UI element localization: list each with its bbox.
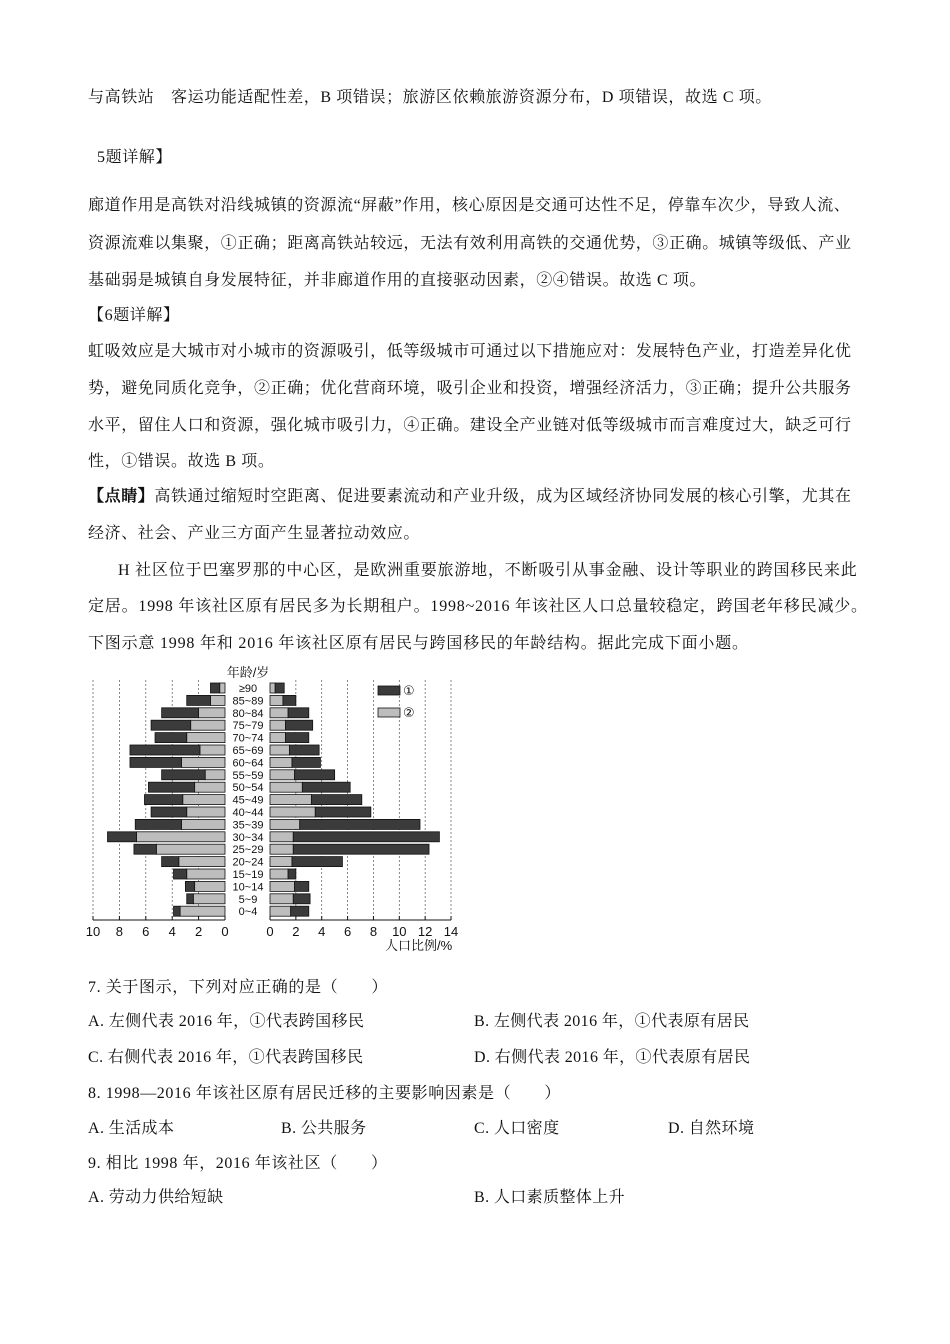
tick-label-left-6: 6 xyxy=(142,924,150,939)
q7-option-d: D. 右侧代表 2016 年，①代表原有居民 xyxy=(474,1049,751,1066)
bar-left-series2-50-54 xyxy=(195,782,225,792)
age-label-90: ≥90 xyxy=(238,683,258,695)
bar-right-series2-90 xyxy=(270,683,275,693)
age-label-60-64: 60~64 xyxy=(232,757,264,770)
age-label-80-84: 80~84 xyxy=(232,707,264,720)
bar-left-series1-85-89 xyxy=(187,695,211,705)
tick-label-left-8: 8 xyxy=(115,924,124,939)
bar-right-series1-20-24 xyxy=(292,857,342,867)
age-label-65-69: 65~69 xyxy=(232,745,264,757)
tick-label-right-2: 2 xyxy=(292,924,300,939)
bar-right-series2-55-59 xyxy=(270,770,295,780)
bar-left-series1-90 xyxy=(210,683,219,693)
tick-label-left-2: 2 xyxy=(194,924,203,939)
bar-right-series1-55-59 xyxy=(295,770,335,780)
bar-right-series1-65-69 xyxy=(289,745,319,755)
bar-left-series1-15-19 xyxy=(174,869,187,879)
q7-option-a: A. 左侧代表 2016 年，①代表跨国移民 xyxy=(88,1013,365,1030)
bar-right-series1-35-39 xyxy=(300,819,420,829)
q7-option-c: C. 右侧代表 2016 年，①代表跨国移民 xyxy=(88,1049,364,1066)
bar-right-series1-5-9 xyxy=(293,894,310,904)
bar-right-series2-85-89 xyxy=(270,695,283,705)
q8-stem: 8. 1998—2016 年该社区原有居民迁移的主要影响因素是（ ） xyxy=(88,1085,562,1102)
legend-swatch-series2 xyxy=(378,708,400,717)
bar-left-series2-55-59 xyxy=(205,770,225,780)
bar-left-series1-55-59 xyxy=(162,770,206,780)
age-label-0-4: 0~4 xyxy=(238,906,258,919)
age-label-35-39: 35~39 xyxy=(232,819,264,832)
bar-right-series1-70-74 xyxy=(286,733,309,743)
bar-left-series1-50-54 xyxy=(148,782,194,792)
q5-line-2: 资源流难以集聚，①正确；距离高铁站较远，无法有效利用高铁的交通优势，③正确。城镇等级低、产业 xyxy=(88,235,852,252)
tick-label-right-8: 8 xyxy=(369,924,378,939)
tip-label: 【点睛】 xyxy=(88,488,155,505)
bar-left-series2-70-74 xyxy=(187,733,225,743)
bar-right-series1-75-79 xyxy=(286,720,313,730)
bar-left-series2-25-29 xyxy=(156,844,225,854)
age-label-25-29: 25~29 xyxy=(232,844,264,857)
x-axis-title: 人口比例/% xyxy=(385,938,453,953)
population-pyramid-chart xyxy=(85,660,465,955)
bar-right-series1-85-89 xyxy=(283,695,296,705)
y-axis-title: 年龄/岁 xyxy=(226,665,270,680)
bar-right-series2-35-39 xyxy=(270,819,300,829)
bar-left-series2-5-9 xyxy=(193,894,225,904)
bar-left-series1-10-14 xyxy=(185,881,194,891)
tip-text: 高铁通过缩短时空距离、促进要素流动和产业升级，成为区域经济协同发展的核心引擎，尤其在 xyxy=(154,488,852,505)
bar-left-series1-45-49 xyxy=(144,795,182,805)
bar-right-series2-10-14 xyxy=(270,881,295,891)
age-label-15-19: 15~19 xyxy=(232,869,264,881)
bar-left-series1-40-44 xyxy=(151,807,187,817)
legend-swatch-series1 xyxy=(378,686,400,695)
bar-left-series2-75-79 xyxy=(191,720,225,730)
q8-option-c: C. 人口密度 xyxy=(474,1120,560,1137)
age-label-20-24: 20~24 xyxy=(232,856,264,869)
tick-label-right-14: 14 xyxy=(443,924,459,939)
q8-option-d: D. 自然环境 xyxy=(668,1120,755,1137)
tick-label-right-6: 6 xyxy=(343,924,352,939)
intro-line-3: 下图示意 1998 年和 2016 年该社区原有居民与跨国移民的年龄结构。据此完成下面小题。 xyxy=(88,635,749,652)
legend-label-series2: ② xyxy=(403,705,415,720)
bar-right-series1-0-4 xyxy=(291,906,309,916)
bar-left-series2-40-44 xyxy=(187,807,225,817)
intro-line-1: H 社区位于巴塞罗那的中心区，是欧洲重要旅游地，不断吸引从事金融、设计等职业的跨国移民来此 xyxy=(118,562,858,579)
bar-right-series2-30-34 xyxy=(270,832,293,842)
bar-right-series1-90 xyxy=(275,683,284,693)
q7-option-b: B. 左侧代表 2016 年，①代表原有居民 xyxy=(474,1013,750,1030)
bar-right-series2-65-69 xyxy=(270,745,289,755)
legend-label-series1: ① xyxy=(403,683,415,698)
age-label-30-34: 30~34 xyxy=(232,831,264,844)
bar-left-series2-30-34 xyxy=(137,832,225,842)
age-label-10-14: 10~14 xyxy=(232,881,264,894)
bar-right-series1-45-49 xyxy=(311,795,361,805)
tip-line-2: 经济、社会、产业三方面产生显著拉动效应。 xyxy=(88,525,421,542)
bar-left-series1-20-24 xyxy=(162,857,179,867)
bar-right-series2-45-49 xyxy=(270,795,311,805)
bar-left-series2-45-49 xyxy=(183,795,225,805)
bar-right-series2-0-4 xyxy=(270,906,291,916)
bar-left-series2-80-84 xyxy=(199,708,225,718)
age-label-55-59: 55~59 xyxy=(232,769,264,782)
q5-heading: 5题详解】 xyxy=(97,149,173,166)
q6-heading: 【6题详解】 xyxy=(88,307,180,324)
q9-option-b: B. 人口素质整体上升 xyxy=(474,1189,626,1206)
tick-label-left-4: 4 xyxy=(168,924,176,939)
bar-right-series1-30-34 xyxy=(293,832,439,842)
bar-left-series2-90 xyxy=(220,683,225,693)
q6-line-1: 虹吸效应是大城市对小城市的资源吸引，低等级城市可通过以下措施应对：发展特色产业，打造差异化优 xyxy=(88,343,852,360)
bar-right-series1-50-54 xyxy=(302,782,350,792)
tick-label-left-10: 10 xyxy=(85,924,101,939)
bar-right-series1-40-44 xyxy=(315,807,371,817)
tick-label-right-10: 10 xyxy=(392,924,407,939)
bar-left-series1-80-84 xyxy=(162,708,199,718)
bar-left-series1-25-29 xyxy=(134,844,156,854)
bar-right-series2-20-24 xyxy=(270,857,292,867)
q9-option-a: A. 劳动力供给短缺 xyxy=(88,1189,224,1206)
age-label-40-44: 40~44 xyxy=(232,807,264,819)
bar-right-series2-25-29 xyxy=(270,844,293,854)
bar-right-series2-5-9 xyxy=(270,894,293,904)
bar-right-series2-80-84 xyxy=(270,708,288,718)
bar-right-series1-25-29 xyxy=(293,844,429,854)
tick-label-right-0: 0 xyxy=(266,924,274,939)
age-label-5-9: 5~9 xyxy=(238,893,258,906)
tick-label-right-4: 4 xyxy=(318,924,326,939)
bar-left-series2-60-64 xyxy=(181,757,225,767)
bar-right-series2-75-79 xyxy=(270,720,286,730)
bar-right-series2-50-54 xyxy=(270,782,302,792)
bar-left-series2-15-19 xyxy=(187,869,225,879)
q5-line-1: 廊道作用是高铁对沿线城镇的资源流“屏蔽”作用，核心原因是交通可达性不足，停靠车次少，导致人流、 xyxy=(88,197,851,214)
bar-right-series2-15-19 xyxy=(270,869,288,879)
bar-left-series1-5-9 xyxy=(187,894,194,904)
bar-right-series1-10-14 xyxy=(295,881,309,891)
bar-right-series2-40-44 xyxy=(270,807,315,817)
q8-option-a: A. 生活成本 xyxy=(88,1120,175,1137)
q8-option-b: B. 公共服务 xyxy=(281,1120,367,1137)
bar-left-series2-0-4 xyxy=(180,906,225,916)
continuation-text: 与高铁站 客运功能适配性差，B 项错误；旅游区依赖旅游资源分布，D 项错误，故选 C 项。 xyxy=(88,89,772,106)
bar-left-series1-70-74 xyxy=(155,733,187,743)
q6-line-4: 性，①错误。故选 B 项。 xyxy=(88,453,275,470)
bar-right-series1-15-19 xyxy=(288,869,296,879)
q6-line-2: 势，避免同质化竞争，②正确；优化营商环境，吸引企业和投资，增强经济活力，③正确；提升公共服务 xyxy=(88,380,852,397)
age-label-85-89: 85~89 xyxy=(232,695,264,708)
tip-line-1 xyxy=(88,487,852,507)
age-label-45-49: 45~49 xyxy=(232,794,264,807)
bar-left-series2-65-69 xyxy=(200,745,225,755)
bar-left-series1-65-69 xyxy=(130,745,200,755)
age-label-70-74: 70~74 xyxy=(232,732,264,745)
q6-line-3: 水平，留住人口和资源，强化城市吸引力，④正确。建设全产业链对低等级城市而言难度过大，缺乏可行 xyxy=(88,417,852,434)
bar-left-series1-30-34 xyxy=(108,832,137,842)
bar-left-series2-85-89 xyxy=(210,695,225,705)
q7-stem: 7. 关于图示，下列对应正确的是（ ） xyxy=(88,979,389,996)
bar-left-series2-35-39 xyxy=(181,819,225,829)
bar-left-series2-20-24 xyxy=(179,857,225,867)
bar-right-series2-60-64 xyxy=(270,757,292,767)
bar-left-series1-60-64 xyxy=(130,757,181,767)
intro-line-2: 定居。1998 年该社区原有居民多为长期租户。1998~2016 年该社区人口总量较稳定，跨国老年移民减少。 xyxy=(88,598,868,615)
q5-line-3: 基础弱是城镇自身发展特征，并非廊道作用的直接驱动因素，②④错误。故选 C 项。 xyxy=(88,272,707,289)
bar-left-series2-10-14 xyxy=(195,881,225,891)
q9-stem: 9. 相比 1998 年，2016 年该社区（ ） xyxy=(88,1155,388,1172)
bar-right-series1-60-64 xyxy=(292,757,320,767)
age-label-75-79: 75~79 xyxy=(232,720,264,733)
bar-left-series1-35-39 xyxy=(135,819,181,829)
tick-label-right-12: 12 xyxy=(417,924,433,939)
age-label-50-54: 50~54 xyxy=(232,782,264,795)
bar-left-series1-75-79 xyxy=(151,720,191,730)
bar-left-series1-0-4 xyxy=(174,906,181,916)
tick-label-left-0: 0 xyxy=(221,924,229,939)
bar-right-series2-70-74 xyxy=(270,733,286,743)
bar-right-series1-80-84 xyxy=(288,708,309,718)
